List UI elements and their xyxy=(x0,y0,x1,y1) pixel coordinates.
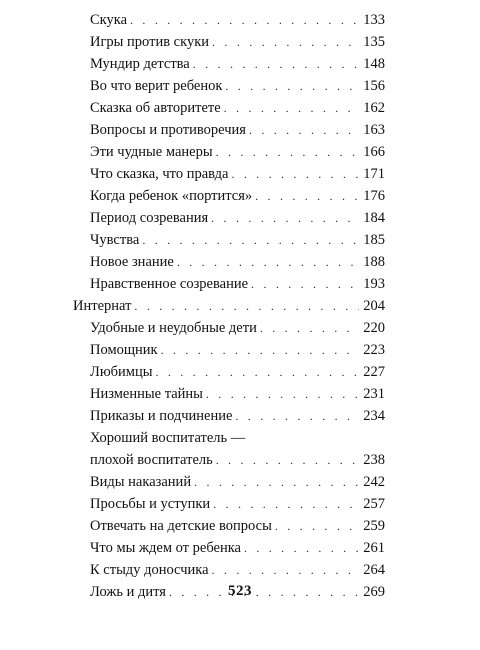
toc-dot-leader xyxy=(231,163,359,185)
toc-entry-line xyxy=(90,515,359,537)
toc-entry-line xyxy=(90,559,359,581)
toc-dot-leader xyxy=(235,405,359,427)
toc-entry-page: 242 xyxy=(363,474,385,490)
toc-entry-page: 176 xyxy=(363,188,385,204)
toc-entry-title: Эти чудные манеры xyxy=(90,144,213,160)
toc-entry-page: 223 xyxy=(363,342,385,358)
toc-entry-page: 188 xyxy=(363,254,385,270)
toc-entry-page: 264 xyxy=(363,562,385,578)
toc-entry-line xyxy=(90,53,359,75)
toc-entry xyxy=(0,427,480,449)
toc-dot-leader xyxy=(224,97,359,119)
toc-entry-title: Удобные и неудобные дети xyxy=(90,320,257,336)
toc-entry-title: Чувства xyxy=(90,232,140,248)
toc-entry xyxy=(0,97,480,119)
toc-entry xyxy=(0,361,480,383)
toc-entry-page: 135 xyxy=(363,34,385,50)
toc-entry-page: 231 xyxy=(363,386,385,402)
toc-entry-title: Любимцы xyxy=(90,364,153,380)
toc-dot-leader xyxy=(194,471,359,493)
toc-entry-page: 257 xyxy=(363,496,385,512)
toc-entry-page: 238 xyxy=(363,452,385,468)
toc-dot-leader xyxy=(161,339,359,361)
toc-entry-page: 148 xyxy=(363,56,385,72)
table-of-contents xyxy=(0,9,480,603)
toc-entry xyxy=(0,295,480,317)
toc-dot-leader xyxy=(134,295,359,317)
toc-entry xyxy=(0,251,480,273)
toc-entry-line xyxy=(90,317,359,339)
toc-entry-page: 204 xyxy=(363,298,385,314)
toc-entry-line xyxy=(90,75,359,97)
toc-entry-title: Во что верит ребенок xyxy=(90,78,223,94)
toc-entry-title: Игры против скуки xyxy=(90,34,210,50)
toc-entry-title: Ложь и дитя xyxy=(90,584,166,600)
toc-entry xyxy=(0,493,480,515)
toc-entry xyxy=(0,273,480,295)
toc-entry xyxy=(0,471,480,493)
toc-entry-page: 259 xyxy=(363,518,385,534)
toc-dot-leader xyxy=(211,207,359,229)
toc-entry-title: Когда ребенок «портится» xyxy=(90,188,253,204)
toc-dot-leader xyxy=(142,229,359,251)
toc-dot-leader xyxy=(130,9,359,31)
toc-entry-page: 166 xyxy=(363,144,385,160)
toc-entry-line xyxy=(90,361,359,383)
toc-entry-line xyxy=(90,427,248,449)
toc-entry-line xyxy=(90,207,359,229)
toc-entry-page: 133 xyxy=(363,12,385,28)
toc-entry xyxy=(0,9,480,31)
toc-entry-line xyxy=(90,493,359,515)
toc-entry-title: Что мы ждем от ребенка xyxy=(90,540,241,556)
toc-entry xyxy=(0,317,480,339)
toc-entry xyxy=(0,537,480,559)
toc-entry-page: 163 xyxy=(363,122,385,138)
toc-dot-leader xyxy=(213,493,359,515)
toc-entry-title: К стыду доносчика xyxy=(90,562,209,578)
toc-entry xyxy=(0,141,480,163)
toc-entry xyxy=(0,207,480,229)
toc-entry xyxy=(0,515,480,537)
toc-entry-page: 184 xyxy=(363,210,385,226)
toc-entry-page: 171 xyxy=(363,166,385,182)
toc-entry-page: 193 xyxy=(363,276,385,292)
toc-entry-page: 227 xyxy=(363,364,385,380)
toc-entry xyxy=(0,119,480,141)
toc-entry xyxy=(0,449,480,471)
toc-entry-line xyxy=(90,97,359,119)
toc-entry-title: плохой воспитатель xyxy=(90,452,213,468)
toc-entry-title: Хороший воспитатель — xyxy=(90,430,246,446)
toc-entry-title: Мундир детства xyxy=(90,56,190,72)
toc-entry-line xyxy=(90,31,359,53)
toc-entry-title: Что сказка, что правда xyxy=(90,166,229,182)
toc-entry xyxy=(0,53,480,75)
toc-dot-leader xyxy=(177,251,359,273)
toc-entry-title: Сказка об авторитете xyxy=(90,100,221,116)
toc-dot-leader xyxy=(251,273,359,295)
toc-entry-title: Период созревания xyxy=(90,210,209,226)
toc-dot-leader xyxy=(225,75,359,97)
toc-entry-page: 269 xyxy=(363,584,385,600)
toc-entry-page: 234 xyxy=(363,408,385,424)
toc-entry-line xyxy=(90,537,359,559)
toc-entry-title: Виды наказаний xyxy=(90,474,192,490)
toc-dot-leader xyxy=(212,31,359,53)
toc-entry-line xyxy=(90,119,359,141)
toc-entry xyxy=(0,185,480,207)
toc-entry-page: 185 xyxy=(363,232,385,248)
toc-entry xyxy=(0,405,480,427)
toc-entry xyxy=(0,229,480,251)
toc-dot-leader xyxy=(155,361,359,383)
toc-entry-line xyxy=(90,405,359,427)
toc-entry xyxy=(0,31,480,53)
toc-entry-title: Низменные тайны xyxy=(90,386,203,402)
toc-entry-line xyxy=(90,339,359,361)
toc-dot-leader xyxy=(212,559,359,581)
toc-entry xyxy=(0,383,480,405)
toc-entry-line xyxy=(90,163,359,185)
toc-entry-line xyxy=(90,471,359,493)
page-number: 523 xyxy=(228,583,252,599)
toc-entry-line xyxy=(90,449,359,471)
toc-entry-line xyxy=(90,383,359,405)
toc-dot-leader xyxy=(216,141,359,163)
toc-entry-line xyxy=(90,9,359,31)
toc-entry-page: 261 xyxy=(363,540,385,556)
toc-entry-page: 162 xyxy=(363,100,385,116)
toc-dot-leader xyxy=(249,119,359,141)
toc-entry-title: Вопросы и противоречия xyxy=(90,122,246,138)
toc-entry-title: Приказы и подчинение xyxy=(90,408,233,424)
toc-entry xyxy=(0,75,480,97)
toc-entry xyxy=(0,559,480,581)
toc-entry-page: 156 xyxy=(363,78,385,94)
toc-entry-line xyxy=(73,295,359,317)
toc-entry-title: Помощник xyxy=(90,342,158,358)
toc-entry-title: Скука xyxy=(90,12,128,28)
toc-entry-line xyxy=(90,141,359,163)
toc-entry-page: 220 xyxy=(363,320,385,336)
toc-entry-line xyxy=(90,229,359,251)
toc-entry-title: Нравственное созревание xyxy=(90,276,249,292)
toc-dot-leader xyxy=(206,383,359,405)
toc-entry-line xyxy=(90,185,359,207)
toc-entry-title: Новое знание xyxy=(90,254,174,270)
toc-entry xyxy=(0,163,480,185)
toc-entry xyxy=(0,339,480,361)
toc-dot-leader xyxy=(255,185,359,207)
toc-entry-title: Просьбы и уступки xyxy=(90,496,211,512)
toc-entry-line xyxy=(90,251,359,273)
toc-dot-leader xyxy=(244,537,359,559)
toc-entry-title: Интернат xyxy=(73,298,132,314)
toc-dot-leader xyxy=(193,53,359,75)
toc-entry-line xyxy=(90,273,359,295)
toc-entry-title: Отвечать на детские вопросы xyxy=(90,518,272,534)
toc-dot-leader xyxy=(216,449,359,471)
